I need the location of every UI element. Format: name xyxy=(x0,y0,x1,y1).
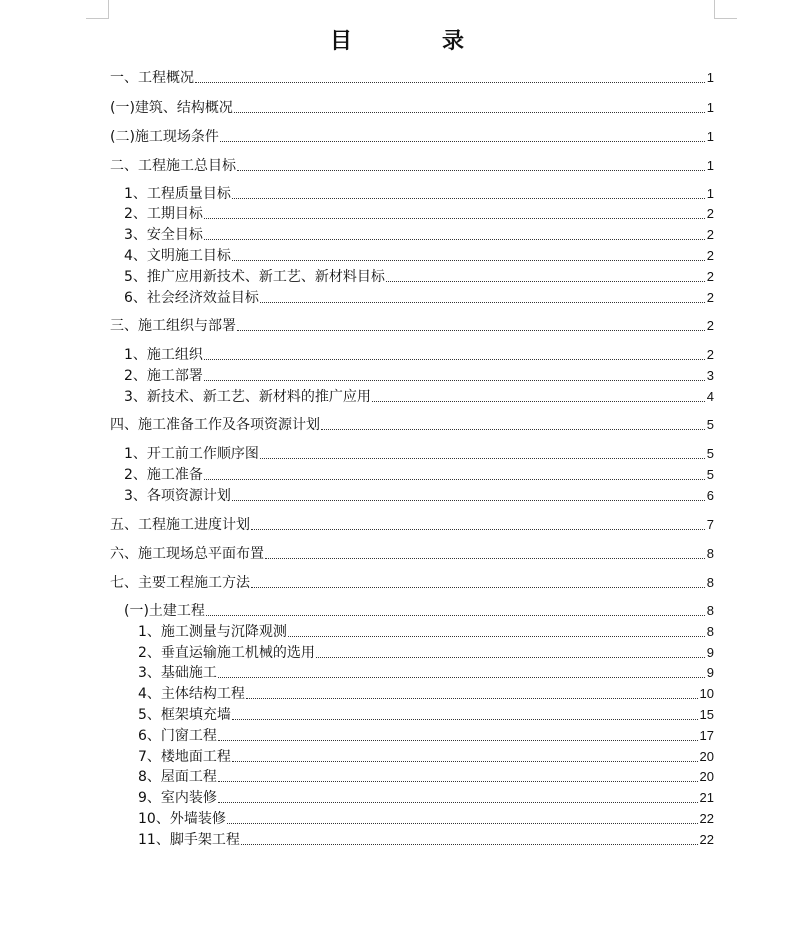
toc-leader xyxy=(246,698,698,699)
toc-entry[interactable] xyxy=(138,706,714,724)
toc-leader xyxy=(321,429,705,430)
toc-leader xyxy=(237,170,705,171)
toc-page: 8 xyxy=(706,603,714,618)
toc-label: 3、安全目标 xyxy=(124,227,203,243)
toc-page: 2 xyxy=(706,227,714,242)
toc-entry[interactable] xyxy=(110,69,714,87)
toc-label: 2、施工准备 xyxy=(124,467,203,483)
toc-leader xyxy=(232,719,698,720)
toc-page: 8 xyxy=(706,624,714,639)
toc-leader xyxy=(234,112,705,113)
toc-page: 7 xyxy=(706,517,714,532)
toc-page: 2 xyxy=(706,269,714,284)
toc-entry[interactable] xyxy=(124,205,714,223)
toc-page: 2 xyxy=(706,248,714,263)
toc-entry[interactable] xyxy=(124,289,714,307)
toc-leader xyxy=(232,260,705,261)
toc-leader xyxy=(195,82,705,83)
toc-entry[interactable] xyxy=(138,623,714,641)
toc-entry[interactable] xyxy=(110,416,714,434)
toc-label: 三、施工组织与部署 xyxy=(110,318,236,334)
toc-leader xyxy=(265,558,705,559)
toc-label: 9、室内装修 xyxy=(138,790,217,806)
toc-page: 17 xyxy=(699,728,714,743)
toc-label: 5、推广应用新技术、新工艺、新材料目标 xyxy=(124,269,385,285)
toc-page: 22 xyxy=(699,832,714,847)
toc-label: 1、工程质量目标 xyxy=(124,186,231,202)
toc-page: 1 xyxy=(706,129,714,144)
toc-label: (一)土建工程 xyxy=(124,603,205,619)
toc-page: 20 xyxy=(699,749,714,764)
toc-label: 五、工程施工进度计划 xyxy=(110,517,250,533)
toc-entry[interactable] xyxy=(110,317,714,335)
toc-page: 1 xyxy=(706,158,714,173)
toc-page: 2 xyxy=(706,347,714,362)
toc-leader xyxy=(204,359,705,360)
toc-leader xyxy=(204,218,705,219)
toc-leader xyxy=(218,740,698,741)
toc-page: 8 xyxy=(706,575,714,590)
toc-entry[interactable] xyxy=(124,602,714,620)
toc-page: 2 xyxy=(706,318,714,333)
toc-leader xyxy=(206,615,705,616)
toc-entry[interactable] xyxy=(138,810,714,828)
toc-entry[interactable] xyxy=(124,388,714,406)
toc-leader xyxy=(251,587,705,588)
toc-entry[interactable] xyxy=(138,789,714,807)
toc-label: 8、屋面工程 xyxy=(138,769,217,785)
toc-label: 10、外墙装修 xyxy=(138,811,226,827)
toc-entry[interactable] xyxy=(138,831,714,849)
toc-label: 5、框架填充墙 xyxy=(138,707,231,723)
toc-page: 10 xyxy=(699,686,714,701)
toc-page: 2 xyxy=(706,206,714,221)
toc-leader xyxy=(372,401,705,402)
toc-leader xyxy=(232,500,705,501)
toc-leader xyxy=(316,657,705,658)
toc-entry[interactable] xyxy=(138,685,714,703)
toc-entry[interactable] xyxy=(110,157,714,175)
toc-page: 5 xyxy=(706,467,714,482)
toc-label: 1、施工测量与沉降观测 xyxy=(138,624,287,640)
toc-leader xyxy=(260,458,705,459)
toc-label: 6、门窗工程 xyxy=(138,728,217,744)
toc-leader xyxy=(386,281,705,282)
toc-page: 21 xyxy=(699,790,714,805)
toc-label: 1、施工组织 xyxy=(124,347,203,363)
toc-label: 3、各项资源计划 xyxy=(124,488,231,504)
toc-label: 1、开工前工作顺序图 xyxy=(124,446,259,462)
toc-entry[interactable] xyxy=(138,727,714,745)
toc-entry[interactable] xyxy=(124,487,714,505)
toc-label: 四、施工准备工作及各项资源计划 xyxy=(110,417,320,433)
toc-page: 6 xyxy=(706,488,714,503)
toc-label: 3、新技术、新工艺、新材料的推广应用 xyxy=(124,389,371,405)
toc-leader xyxy=(218,802,698,803)
toc-entry[interactable] xyxy=(110,99,714,117)
toc-label: (二)施工现场条件 xyxy=(110,129,219,145)
toc-label: 4、主体结构工程 xyxy=(138,686,245,702)
toc-label: 4、文明施工目标 xyxy=(124,248,231,264)
toc-label: 二、工程施工总目标 xyxy=(110,158,236,174)
toc-leader xyxy=(227,823,698,824)
toc-label: 2、施工部署 xyxy=(124,368,203,384)
toc-page: 5 xyxy=(706,417,714,432)
toc-entry[interactable] xyxy=(124,445,714,463)
toc-page: 2 xyxy=(706,290,714,305)
toc-leader xyxy=(232,198,705,199)
toc-label: 11、脚手架工程 xyxy=(138,832,240,848)
toc-leader xyxy=(237,330,705,331)
toc-label: 六、施工现场总平面布置 xyxy=(110,546,264,562)
toc-page: 15 xyxy=(699,707,714,722)
toc-entry[interactable] xyxy=(138,768,714,786)
toc-label: 3、基础施工 xyxy=(138,665,217,681)
toc-leader xyxy=(241,844,698,845)
toc-label: (一)建筑、结构概况 xyxy=(110,100,233,116)
toc-page: 5 xyxy=(706,446,714,461)
toc-label: 七、主要工程施工方法 xyxy=(110,575,250,591)
toc-entry[interactable] xyxy=(110,516,714,534)
toc-page: 1 xyxy=(706,70,714,85)
toc-page: 4 xyxy=(706,389,714,404)
title-char-2: 录 xyxy=(442,28,465,54)
title-char-1: 目 xyxy=(329,28,352,54)
toc-entry[interactable] xyxy=(124,247,714,265)
toc-page: 9 xyxy=(706,645,714,660)
toc-page: 3 xyxy=(706,368,714,383)
toc-leader xyxy=(204,479,705,480)
toc-label: 7、楼地面工程 xyxy=(138,749,231,765)
toc-entry[interactable] xyxy=(124,185,714,203)
toc-entry[interactable] xyxy=(124,466,714,484)
toc-entry[interactable] xyxy=(124,346,714,364)
toc-entry[interactable] xyxy=(138,644,714,662)
toc-leader xyxy=(251,529,705,530)
toc-label: 2、垂直运输施工机械的选用 xyxy=(138,645,315,661)
toc-label: 一、工程概况 xyxy=(110,70,194,86)
toc-page: 1 xyxy=(706,186,714,201)
toc-page: 1 xyxy=(706,100,714,115)
toc-entry[interactable] xyxy=(124,268,714,286)
toc-entry[interactable] xyxy=(138,664,714,682)
toc-page: 22 xyxy=(699,811,714,826)
toc-label: 2、工期目标 xyxy=(124,206,203,222)
toc-page: 20 xyxy=(699,769,714,784)
toc-leader xyxy=(288,636,705,637)
toc-leader xyxy=(204,239,705,240)
toc-entry[interactable] xyxy=(110,128,714,146)
toc-leader xyxy=(232,761,698,762)
toc-page: 9 xyxy=(706,665,714,680)
toc-leader xyxy=(204,380,705,381)
toc-entry[interactable] xyxy=(110,545,714,563)
toc-entry[interactable] xyxy=(124,226,714,244)
toc-label: 6、社会经济效益目标 xyxy=(124,290,259,306)
toc-entry[interactable] xyxy=(124,367,714,385)
toc-page: 8 xyxy=(706,546,714,561)
toc-leader xyxy=(218,677,705,678)
toc-leader xyxy=(218,781,698,782)
toc-leader xyxy=(260,302,705,303)
toc-leader xyxy=(220,141,705,142)
toc-entry[interactable] xyxy=(138,748,714,766)
toc-entry[interactable] xyxy=(110,574,714,592)
